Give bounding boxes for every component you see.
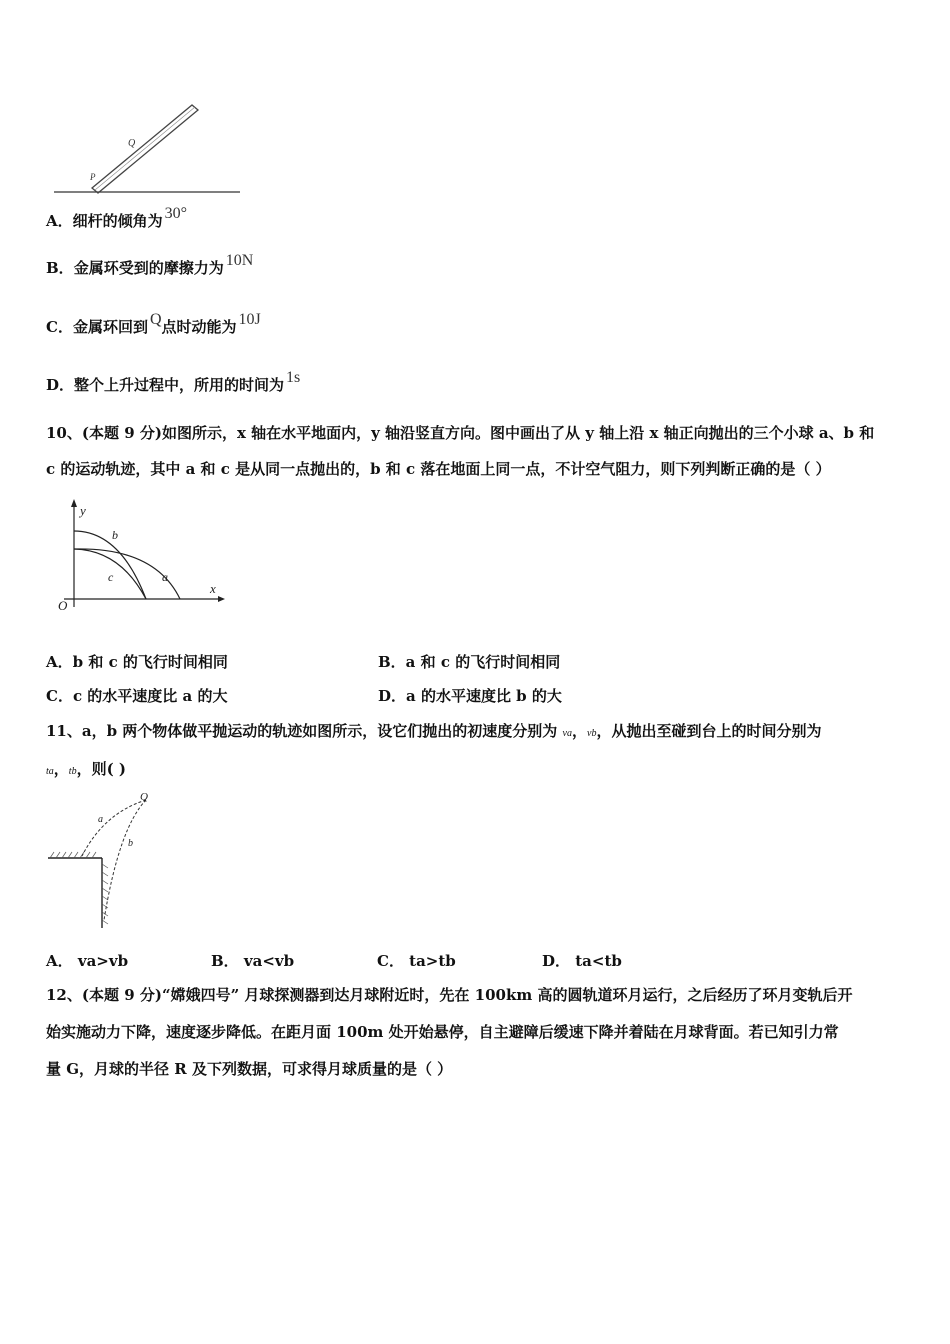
q12-line2: 始实施动力下降，速度逐步降低。在距月面 100m 处开始悬停，自主避障后缓速下降并着陆在月球背面。若已知引力常 <box>46 1023 839 1041</box>
q12-line1: 12、(本题 9 分)“嫦娥四号” 月球探测器到达月球附近时，先在 100km 高的圆轨道环月运行，之后经历了环月变轨后开 <box>46 986 853 1004</box>
platform-hatching <box>50 852 96 858</box>
q11-option-b: B． va<vb <box>211 952 295 970</box>
q10-option-d: D．a 的水平速度比 b 的大 <box>378 687 562 705</box>
label-o: O <box>58 598 68 613</box>
trajectory-figure-q11 <box>44 788 174 933</box>
q11-line1: 11、a，b 两个物体做平抛运动的轨迹如图所示，设它们抛出的初速度分别为 va，vb，从抛出至碰到台上的时间分别为 <box>46 722 822 740</box>
q10-option-a: A．b 和 c 的飞行时间相同 <box>46 653 228 671</box>
q10-line2: c 的运动轨迹，其中 a 和 c 是从同一点抛出的，b 和 c 落在地面上同一点，不计空气阻力，则下列判断正确的是（ ） <box>46 460 831 478</box>
label-p: P <box>90 172 96 182</box>
rod-figure <box>50 100 245 198</box>
math-10j: 10J <box>238 311 261 328</box>
q12-line3: 量 G，月球的半径 R 及下列数据，可求得月球质量的是（ ） <box>46 1060 453 1078</box>
symbol-ta: ta <box>46 766 54 777</box>
inclined-rod <box>92 105 198 193</box>
symbol-vb: vb <box>587 728 597 739</box>
math-10n: 10N <box>225 252 254 269</box>
label-b: b <box>128 838 133 849</box>
label-y: y <box>80 503 86 518</box>
q10-option-b: B．a 和 c 的飞行时间相同 <box>378 653 561 671</box>
label-b: b <box>112 528 118 542</box>
q9-option-a: A．细杆的倾角为 30° <box>46 205 188 230</box>
q9-option-d: D．整个上升过程中，所用的时间为 1s <box>46 369 301 394</box>
q11-line2: ta，tb，则( ) <box>46 760 126 778</box>
q10-option-c: C．c 的水平速度比 a 的大 <box>46 687 228 705</box>
trajectory-b <box>104 800 146 920</box>
symbol-va: va <box>562 728 572 739</box>
math-30deg: 30° <box>164 205 188 222</box>
label-q: Q <box>140 791 148 803</box>
q9-option-c: C．金属环回到 Q点时动能为 10J <box>46 311 261 336</box>
math-1s: 1s <box>286 369 301 386</box>
q9-option-b: B．金属环受到的摩擦力为 10N <box>46 252 254 277</box>
label-q: Q <box>128 138 136 149</box>
label-x: x <box>210 581 216 596</box>
math-q: Q <box>149 311 162 328</box>
q11-option-c: C． ta>tb <box>377 952 456 970</box>
trajectory-b <box>74 531 146 599</box>
label-a: a <box>98 814 103 825</box>
q10-line1: 10、(本题 9 分)如图所示，x 轴在水平地面内，y 轴沿竖直方向。图中画出了从 y 轴上沿 x 轴正向抛出的三个小球 a、b 和 <box>46 424 875 442</box>
trajectory-a <box>82 800 146 856</box>
trajectory-figure-q10 <box>50 495 230 615</box>
q11-option-d: D． ta<tb <box>542 952 622 970</box>
q11-option-a: A． va>vb <box>46 952 129 970</box>
label-a: a <box>162 570 168 584</box>
label-c: c <box>108 570 114 584</box>
symbol-tb: tb <box>68 766 77 777</box>
